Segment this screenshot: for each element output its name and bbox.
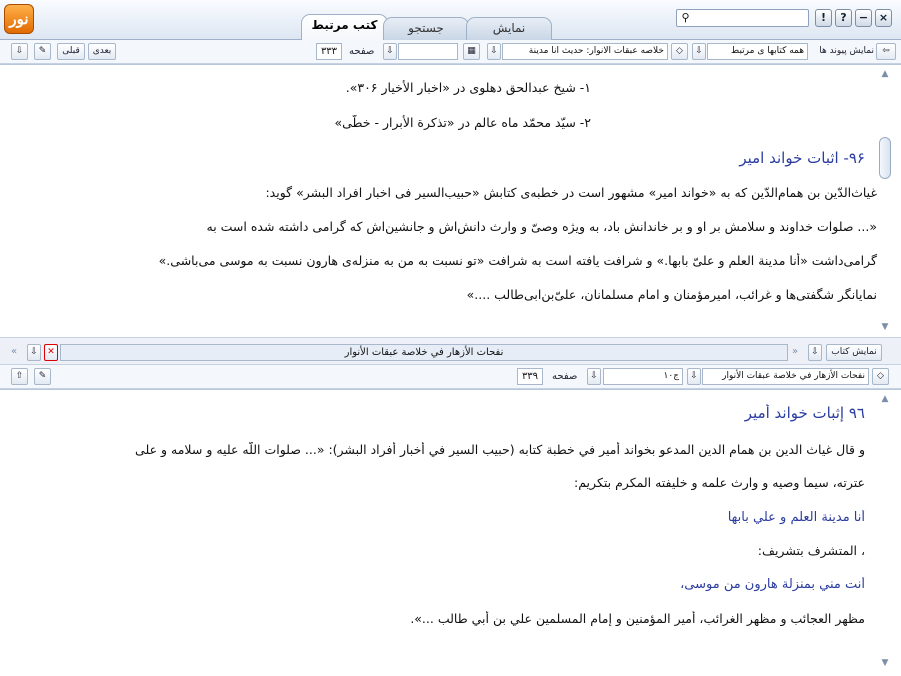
page-dropdown-icon[interactable]: ⇩ — [383, 43, 397, 60]
grid-icon[interactable]: ▦ — [463, 43, 480, 60]
book-dropdown-icon[interactable]: ⇩ — [487, 43, 501, 60]
window-search-input[interactable] — [676, 9, 809, 27]
bottom-scrollbar[interactable] — [877, 390, 893, 676]
scroll-down-icon[interactable]: ▼ — [881, 322, 889, 332]
section-heading: ۹۶- اثبات خواند امیر — [739, 149, 865, 167]
arrow-down-icon[interactable]: ⇩ — [11, 43, 28, 60]
page-input[interactable] — [398, 43, 458, 60]
arrow-up-icon[interactable]: ⇧ — [11, 368, 28, 385]
next-button[interactable]: بعدی — [88, 43, 116, 60]
book-display-bar — [0, 337, 901, 365]
show-book-button[interactable]: نمایش کتاب — [826, 344, 882, 361]
tag-icon[interactable]: ◇ — [872, 368, 889, 385]
help-button[interactable]: ? — [835, 9, 852, 27]
close-button[interactable]: × — [875, 9, 892, 27]
text-line: غیاث‌الدّین بن همام‌الدّین که به «خواند امیر» مشهور است در خطبه‌ی کتابش «حبیب‌السیر فی اخبار افراد البشر» گوید: — [265, 185, 877, 200]
page-label: صفحه — [349, 46, 375, 57]
tab-display[interactable]: نمایش — [466, 17, 552, 40]
text-line: نمایانگر شگفتی‌ها و غرائب، امیرمؤمنان و امام مسلمانان، علیّ‌بن‌ابی‌طالب ....» — [466, 287, 877, 302]
back-arrow-icon[interactable]: ⇦ — [876, 43, 896, 60]
double-right-icon[interactable]: » — [792, 346, 799, 357]
dropdown-icon[interactable]: ⇩ — [27, 344, 41, 361]
bottom-toolbar — [0, 365, 901, 389]
related-books-select[interactable]: همه کتابها ی مرتبط — [707, 43, 808, 60]
scroll-up-icon[interactable]: ▲ — [881, 69, 889, 79]
tab-search[interactable]: جستجو — [383, 17, 469, 40]
bottom-content-pane — [0, 389, 901, 676]
text-line: ، المتشرف بتشريف: — [757, 543, 865, 558]
show-book-dropdown-icon[interactable]: ⇩ — [808, 344, 822, 361]
hadith-quote: أنا مدينة العلم و علي بابها — [727, 510, 865, 525]
section-heading: ٩٦ إثبات خواند أمير — [744, 404, 865, 422]
search-icon: ⚲ — [681, 11, 690, 24]
scroll-down-icon[interactable]: ▼ — [881, 658, 889, 668]
scroll-thumb[interactable] — [879, 137, 891, 179]
top-scrollbar[interactable] — [877, 65, 893, 337]
top-toolbar — [0, 40, 901, 64]
app-logo: نور — [4, 4, 34, 34]
minimize-button[interactable]: − — [855, 9, 872, 27]
top-content-pane — [0, 64, 901, 337]
text-line: گرامی‌داشت «أنا مدینة العلم و علیّ بابها.» و شرافت یافته است به شرافت «تو نسبت به من به منزله‌ی هارون نسبت به موسی می‌باشی.» — [158, 253, 877, 268]
book-title-bar: نفحات الأزهار في خلاصة عبقات الأنوار — [60, 344, 788, 361]
wrench-icon[interactable]: ✎ — [34, 368, 51, 385]
text-line: «... صلوات خداوند و سلامش بر او و بر خاندانش باد، به ویژه وصیّ و وارث دانش‌اش و جانشین‌اش که گرامی‌ داشته شده است به — [206, 219, 877, 234]
show-links-label: نمایش پیوند ها — [819, 46, 874, 56]
volume-dropdown-icon[interactable]: ⇩ — [587, 368, 601, 385]
double-left-icon[interactable]: « — [11, 346, 18, 357]
wrench-icon[interactable]: ✎ — [34, 43, 51, 60]
book-dropdown-icon[interactable]: ⇩ — [687, 368, 701, 385]
title-bar — [0, 0, 901, 40]
text-line: عترته، سيما وصيه و وارث علمه و خليفته المكرم بتكريم: — [574, 475, 865, 490]
related-dropdown-icon[interactable]: ⇩ — [692, 43, 706, 60]
page-number-display: ۳۳۳ — [316, 43, 342, 60]
tag-icon[interactable]: ◇ — [671, 43, 688, 60]
scroll-up-icon[interactable]: ▲ — [881, 394, 889, 404]
book-select[interactable]: نفحات الأزهار في خلاصة عبقات الأنوار — [702, 368, 869, 385]
close-book-icon[interactable]: ✕ — [44, 344, 58, 361]
prev-button[interactable]: قبلی — [57, 43, 85, 60]
text-line: و قال غياث الدين بن همام الدين المدعو بخواند أمير في خطبة كتابه (حبيب السير في أخبار أفراد البشر): «... صلوات اللّه عليه و سلامه و على — [135, 442, 865, 457]
volume-select[interactable]: ج۱۰ — [603, 368, 683, 385]
page-number-display: ۳۳۹ — [517, 368, 543, 385]
tab-related-books[interactable]: کتب مرتبط — [301, 14, 388, 41]
page-label: صفحه — [552, 371, 578, 382]
hadith-quote: أنت مني بمنزلة هارون من موسى، — [680, 577, 865, 592]
book-select[interactable]: خلاصه عبقات الانوار: حدیث انا مدینة — [502, 43, 668, 60]
text-line: ۱- شیخ عبدالحق دهلوی در «اخبار الأخیار ۳۰۶». — [345, 80, 591, 95]
text-line: مظهر العجائب و مظهر الغرائب، أمير المؤمنين و إمام المسلمين علي بن أبي طالب ...». — [410, 611, 865, 626]
text-line: ۲- سیّد محمّد ماه عالم در «تذکرة الأبرار - خطّی» — [334, 115, 591, 130]
info-button[interactable]: ! — [815, 9, 832, 27]
